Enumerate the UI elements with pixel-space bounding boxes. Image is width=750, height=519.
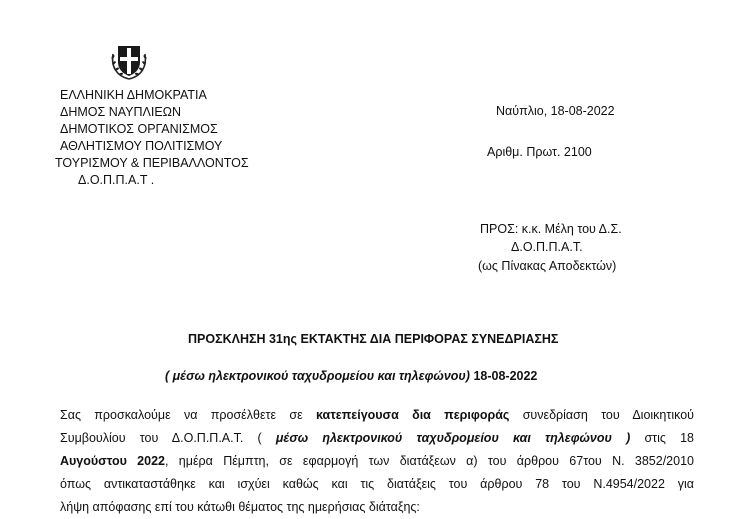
body-text: συνεδρίαση του Διοικητικού [509, 408, 694, 422]
subtitle-date: 18-08-2022 [469, 369, 538, 383]
body-emphasis: Αυγούστου 2022 [60, 454, 165, 468]
body-text: Σας προσκαλούμε να προσέλθετε σε [60, 408, 316, 422]
body-line: λήψη απόφασης επί του κάτωθι θέματος της ημερήσιας διάταξης: [60, 500, 420, 514]
subtitle-medium: ( μέσω ηλεκτρονικού ταχυδρομείου και τηλεφώνου) [165, 369, 470, 383]
body-text: Συμβουλίου του Δ.Ο.Π.Π.Α.Τ. ( [60, 431, 276, 445]
body-line [60, 427, 694, 450]
document-title: ΠΡΟΣΚΛΗΣΗ 31ης ΕΚΤΑΚΤΗΣ ΔΙΑ ΠΕΡΙΦΟΡΑΣ ΣΥΝΕΔΡΙΑΣΗΣ [188, 332, 559, 346]
place-date: Ναύπλιο, 18-08-2022 [496, 104, 615, 118]
sender-line: ΔΗΜΟΤΙΚΟΣ ΟΡΓΑΝΙΣΜΟΣ [60, 122, 218, 136]
sender-line: ΤΟΥΡΙΣΜΟΥ & ΠΕΡΙΒΑΛΛΟΝΤΟΣ [55, 156, 249, 170]
sender-line: ΕΛΛΗΝΙΚΗ ΔΗΜΟΚΡΑΤΙΑ [60, 88, 207, 102]
body-paragraph [60, 404, 694, 519]
body-line [60, 450, 694, 473]
greek-coat-of-arms-icon [108, 40, 150, 82]
recipients-line: ΠΡΟΣ: κ.κ. Μέλη του Δ.Σ. [480, 222, 622, 236]
sender-line: ΑΘΛΗΤΙΣΜΟΥ ΠΟΛΙΤΙΣΜΟΥ [60, 139, 223, 153]
body-emphasis: μέσω ηλεκτρονικού ταχυδρομείου και τηλεφώνου ) [275, 431, 631, 445]
sender-line: Δ.Ο.Π.Π.Α.Τ . [78, 173, 155, 187]
sender-line: ΔΗΜΟΣ ΝΑΥΠΛΙΕΩΝ [60, 105, 182, 119]
body-line: όπως αντικαταστάθηκε και ισχύει καθώς και τις διατάξεις του άρθρου 78 του Ν.4954/2022 για [60, 477, 694, 491]
protocol-number: Αριθμ. Πρωτ. 2100 [487, 145, 592, 159]
body-line [60, 404, 694, 427]
document-subtitle [165, 369, 537, 383]
recipients-line: (ως Πίνακας Αποδεκτών) [478, 259, 617, 273]
body-text: στις 18 [630, 431, 694, 445]
body-text: , ημέρα Πέμπτη, σε εφαρμογή των διατάξεων α) του άρθρου 67του Ν. 3852/2010 [165, 454, 694, 468]
recipients-line: Δ.Ο.Π.Π.Α.Τ. [511, 240, 583, 254]
body-emphasis: κατεπείγουσα δια περιφοράς [315, 408, 510, 422]
